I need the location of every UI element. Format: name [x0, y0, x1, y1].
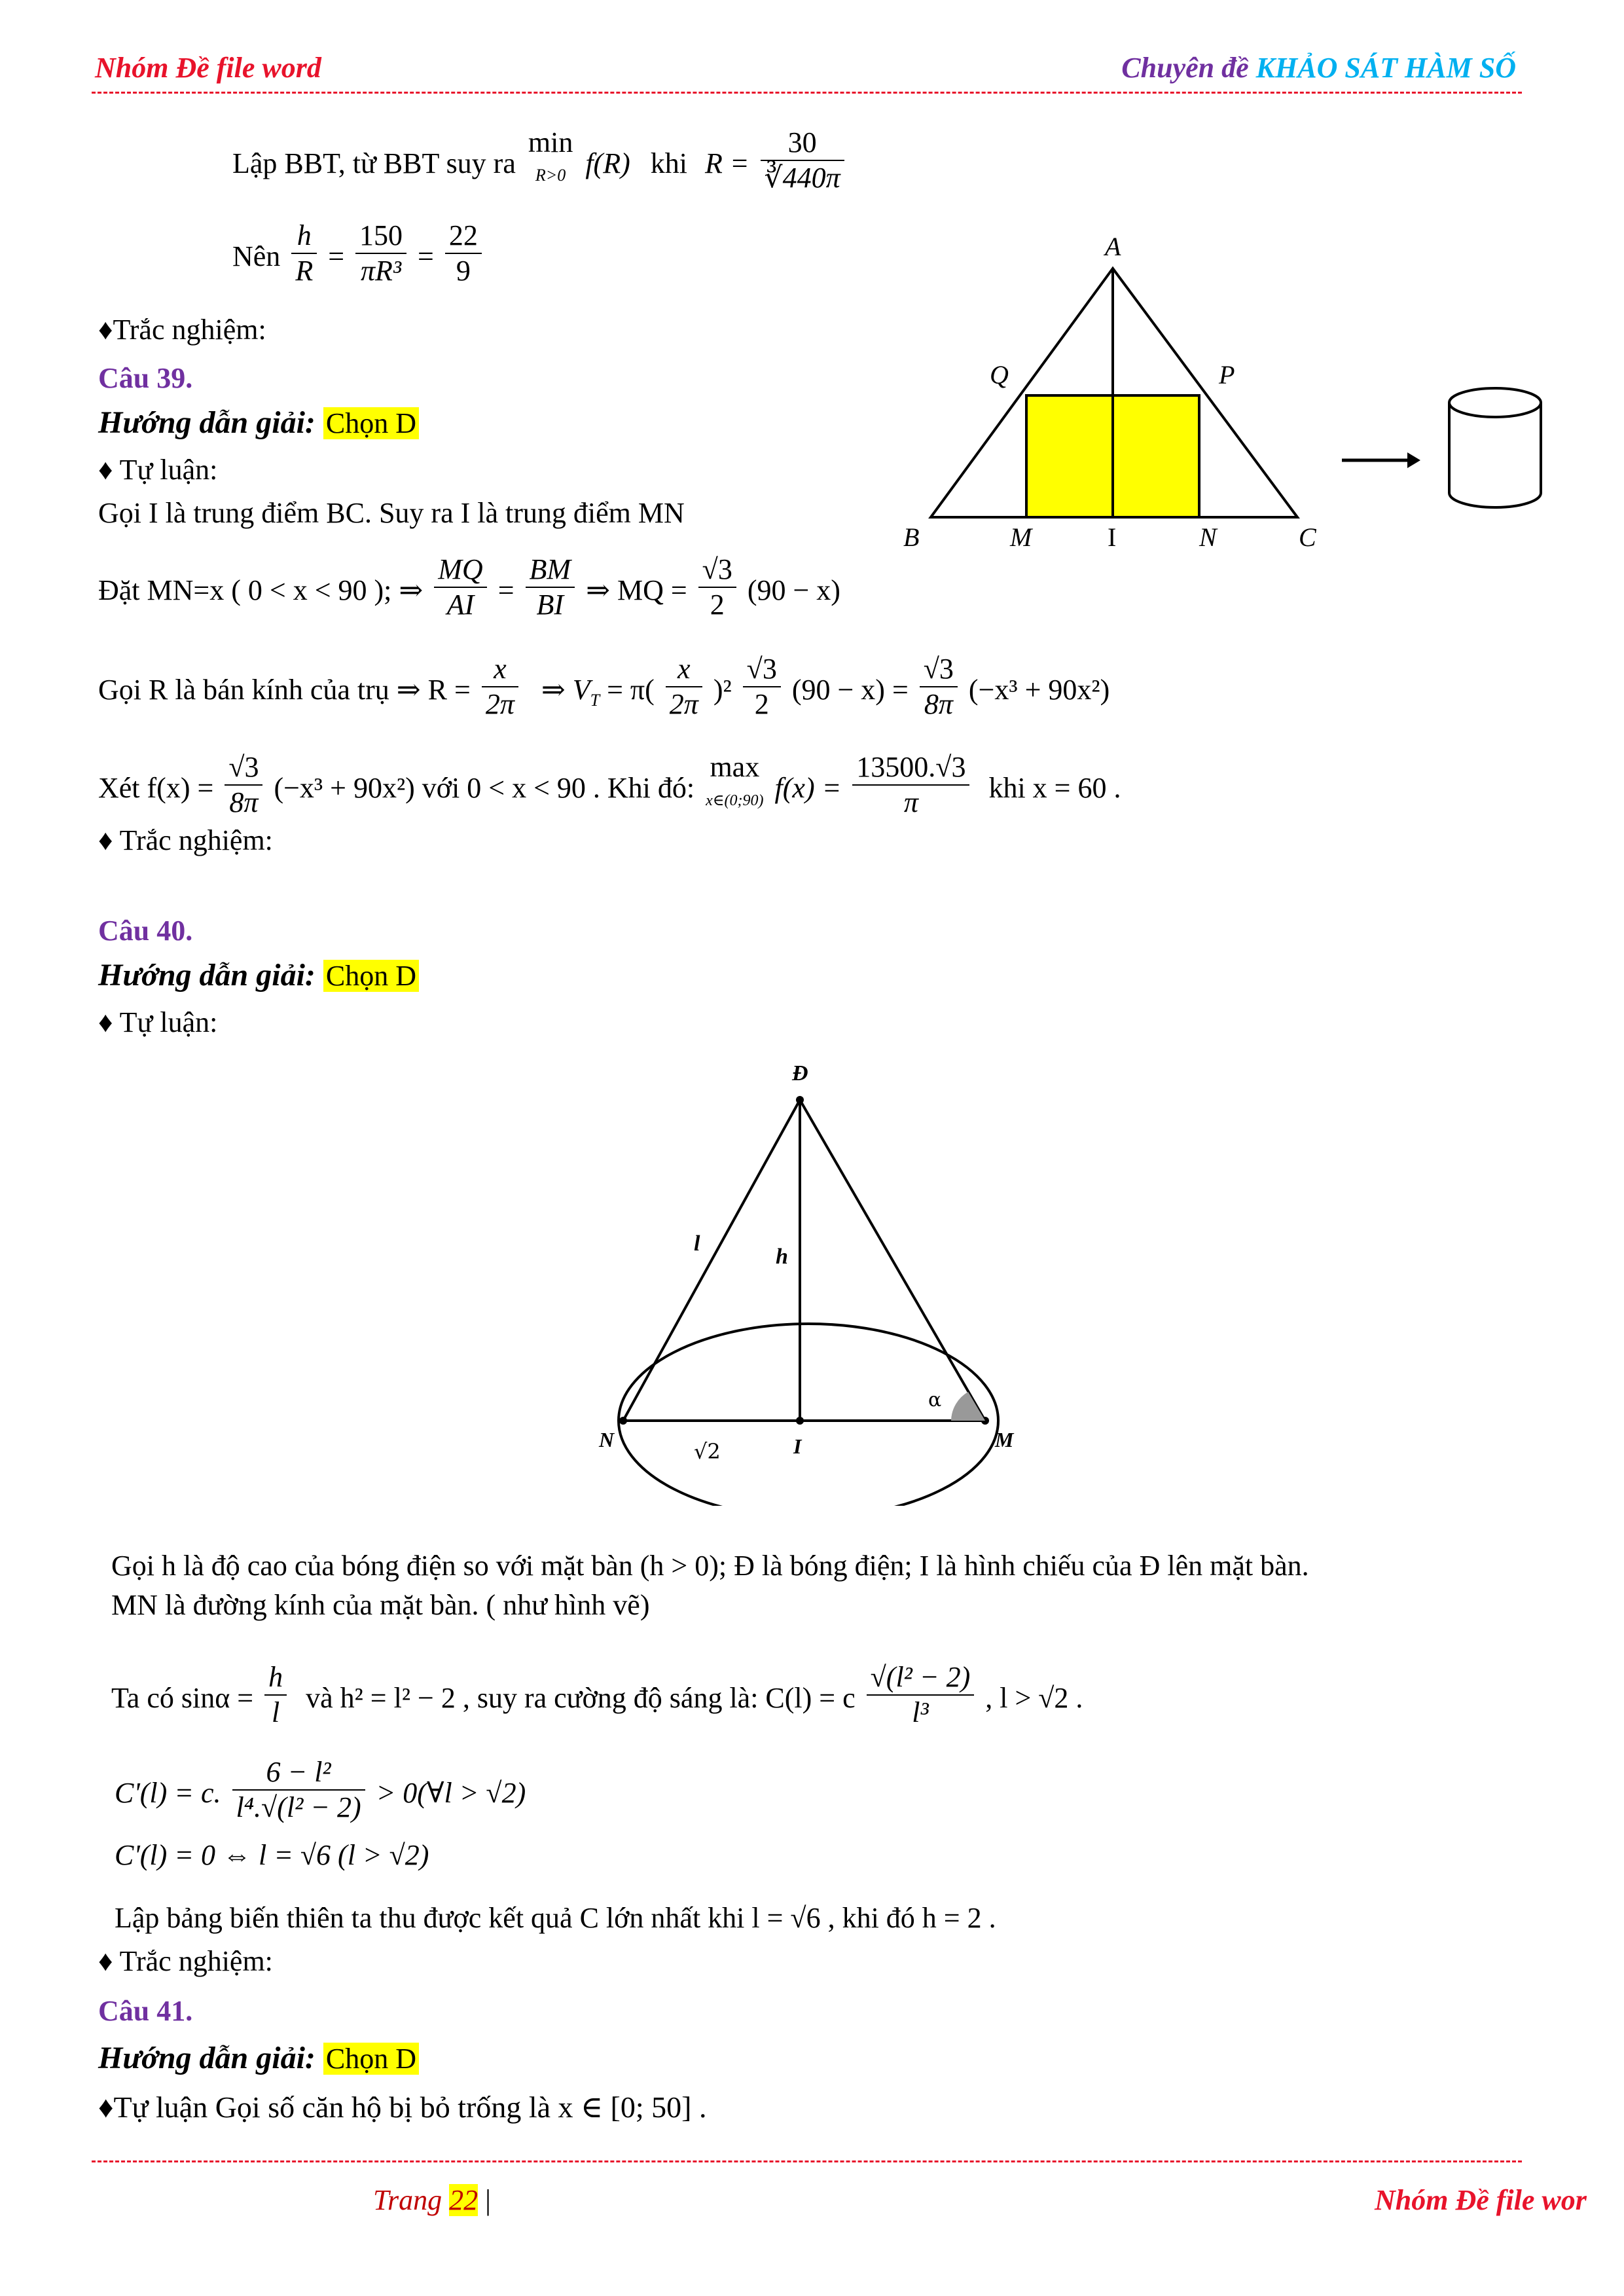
q40-guide: Hướng dẫn giải: Chọn D: [98, 957, 419, 993]
frac-sqrt3-2b: $\frac{√3}{2}$: [743, 655, 781, 719]
frac-sqrt3-8pi: $\frac{√3}{8\pi}$: [920, 655, 958, 719]
q40-p2: MN là đường kính của mặt bàn. ( như hình vẽ): [111, 1589, 650, 1621]
label-Q: Q: [990, 360, 1009, 390]
label-M: M: [1010, 522, 1032, 552]
bbt-text: Lập BBT, từ BBT suy ra: [232, 147, 516, 179]
label-I: I: [1108, 522, 1117, 552]
point-N: [619, 1417, 627, 1425]
frac-sqrt3-2: $\frac{√3}{2}$: [698, 555, 736, 619]
figure-cylinder: [1335, 383, 1545, 520]
q40-answer: Chọn D: [323, 960, 419, 992]
footer-divider: [92, 2160, 1522, 2162]
label-N: N: [599, 1428, 615, 1451]
frac-mq-ai: $\frac{MQ}{AI}$: [434, 555, 486, 619]
header-topic: KHẢO SÁT HÀM SỐ: [1255, 52, 1516, 84]
q39-tuluan: ♦ Tự luận:: [98, 454, 218, 486]
q41-tuluan: ♦Tự luận Gọi số căn hộ bị bỏ trống là x ∈ [0; 50] .: [98, 2090, 707, 2124]
q41-title: Câu 41.: [98, 1995, 193, 2027]
nen-eq1: =: [328, 240, 345, 272]
angle-alpha: [951, 1392, 985, 1421]
bbt-line: [232, 128, 848, 192]
min-sub: R>0: [535, 166, 566, 185]
q40-c4: Lập bảng biến thiên ta thu được kết quả C lớn nhất khi l = √6 , khi đó h = 2 .: [115, 1902, 996, 1934]
q40-c3: C'(l) = 0 ⇔ l = √6 (l > √2): [115, 1839, 429, 1871]
q39-line1: Gọi I là trung điểm BC. Suy ra I là trung điểm MN: [98, 497, 685, 529]
frac-bm-bi: $\frac{BM}{BI}$: [526, 555, 575, 619]
figure-lamp: [589, 1061, 1034, 1506]
point-D: [796, 1096, 804, 1104]
nen-text: Nên: [232, 240, 281, 272]
bbt-R: R =: [704, 147, 749, 179]
frac-x-2pi-2: $\frac{x}{2\pi}$: [666, 655, 702, 719]
q39-title: Câu 39.: [98, 362, 193, 394]
nen-frac3: $\frac{22}{9}$: [445, 221, 482, 285]
label-sqrt2: √2: [694, 1439, 721, 1464]
footer-page: Trang 22 |: [373, 2184, 491, 2216]
footer-right: Nhóm Đề file wor: [1375, 2184, 1587, 2216]
q40-c2: C'(l) = c. $\frac{\text{6 − l²}}{\text{l⁴.√(l² − 2)}}$ > 0(∀l > √2): [115, 1756, 526, 1823]
arrow-head: [1407, 452, 1420, 468]
label-A: A: [1105, 232, 1121, 261]
q41-answer: Chọn D: [323, 2043, 419, 2075]
bbt-khi: khi: [650, 147, 687, 179]
line-DM: [800, 1100, 985, 1421]
tn-1: ♦Trắc nghiệm:: [98, 314, 266, 346]
q40-tuluan: ♦ Tự luận:: [98, 1006, 218, 1038]
q39-tn: ♦ Trắc nghiệm:: [98, 824, 273, 856]
q39-line4: Xét f(x) = $\frac{√3}{8\pi}$ (−x³ + 90x²) với 0 < x < 90 . Khi đó: max x∈(0;90) f(x) = $\frac{13500.√3}{\pi}$ khi x = 60 .: [98, 751, 1121, 818]
label-N: N: [1199, 522, 1217, 552]
frac-dcl: $\frac{\text{6 − l²}}{\text{l⁴.√(l² − 2)}}$: [232, 1758, 365, 1822]
label-B: B: [903, 522, 920, 552]
frac-cl: $\frac{\text{√(l² − 2)}}{\text{l³}}$: [867, 1663, 975, 1727]
line-DN: [623, 1100, 800, 1421]
header-left: Nhóm Đề file word: [95, 52, 321, 84]
cylinder-bottom: [1449, 493, 1541, 507]
bbt-fraction: $\frac{30}{∛440\pi}$: [761, 128, 844, 192]
figure-triangle: [903, 229, 1362, 570]
nen-frac2: $\frac{150}{\text{πR³}}$: [355, 221, 406, 285]
frac-h-l: $\frac{h}{l}$: [264, 1663, 287, 1727]
label-D: Đ: [792, 1061, 808, 1085]
label-h: h: [776, 1245, 788, 1269]
nen-line: [232, 221, 486, 285]
page-number: 22: [449, 2184, 478, 2216]
label-M: M: [995, 1428, 1014, 1451]
q40-p1: Gọi h là độ cao của bóng điện so với mặt bàn (h > 0); Đ là bóng điện; I là hình chiếu của Đ lên mặt bàn.: [111, 1550, 1309, 1582]
bbt-f: f(R): [585, 147, 630, 179]
nen-frac1: $\frac{h}{R}$: [291, 221, 317, 285]
q40-tn: ♦ Trắc nghiệm:: [98, 1945, 273, 1977]
q40-title: Câu 40.: [98, 915, 193, 947]
min-label: min: [528, 126, 573, 158]
cylinder-top: [1449, 388, 1541, 417]
q40-c1: Ta có sinα = $\frac{h}{l}$ và h² = l² − 2 , suy ra cường độ sáng là: C(l) = c $\frac{\text{√(l² − 2)}}{\text{l³}}$ , l > √2 .: [111, 1661, 1083, 1728]
min-operator: [528, 128, 573, 186]
point-I: [796, 1417, 804, 1425]
q41-guide: Hướng dẫn giải: Chọn D: [98, 2040, 419, 2076]
frac-13500: $\frac{13500.√3}{\pi}$: [852, 753, 969, 817]
label-alpha: α: [928, 1389, 942, 1412]
q39-answer: Chọn D: [323, 407, 419, 439]
q39-guide: Hướng dẫn giải: Chọn D: [98, 405, 419, 441]
q39-line3: Gọi R là bán kính của trụ ⇒ R = $\frac{x}{2\pi}$ ⇒ $V_T = \pi$( $\frac{x}{2\pi}$ )² $\frac{√3}{2}$ (90 − x) = $\frac{√3}{8\pi}$ (−x³ + 90x²): [98, 653, 1110, 720]
header-prefix: Chuyên đề: [1121, 52, 1256, 84]
label-C: C: [1299, 522, 1316, 552]
header-right: [1121, 51, 1516, 84]
max-operator: max x∈(0;90): [706, 751, 764, 809]
label-l: l: [694, 1231, 700, 1256]
table-ellipse: [619, 1324, 998, 1506]
header-divider: [92, 92, 1522, 94]
frac-sqrt3-8pi-b: $\frac{√3}{8\pi}$: [225, 753, 262, 817]
frac-x-2pi: $\frac{x}{2\pi}$: [482, 655, 518, 719]
label-P: P: [1219, 360, 1235, 390]
q39-line2: Đặt MN=x ( 0 < x < 90 ); ⇒ $\frac{MQ}{AI}$ = $\frac{BM}{BI}$ ⇒ MQ = $\frac{√3}{2}$ (90 − x): [98, 553, 840, 621]
nen-eq2: =: [418, 240, 434, 272]
label-I: I: [793, 1434, 802, 1458]
